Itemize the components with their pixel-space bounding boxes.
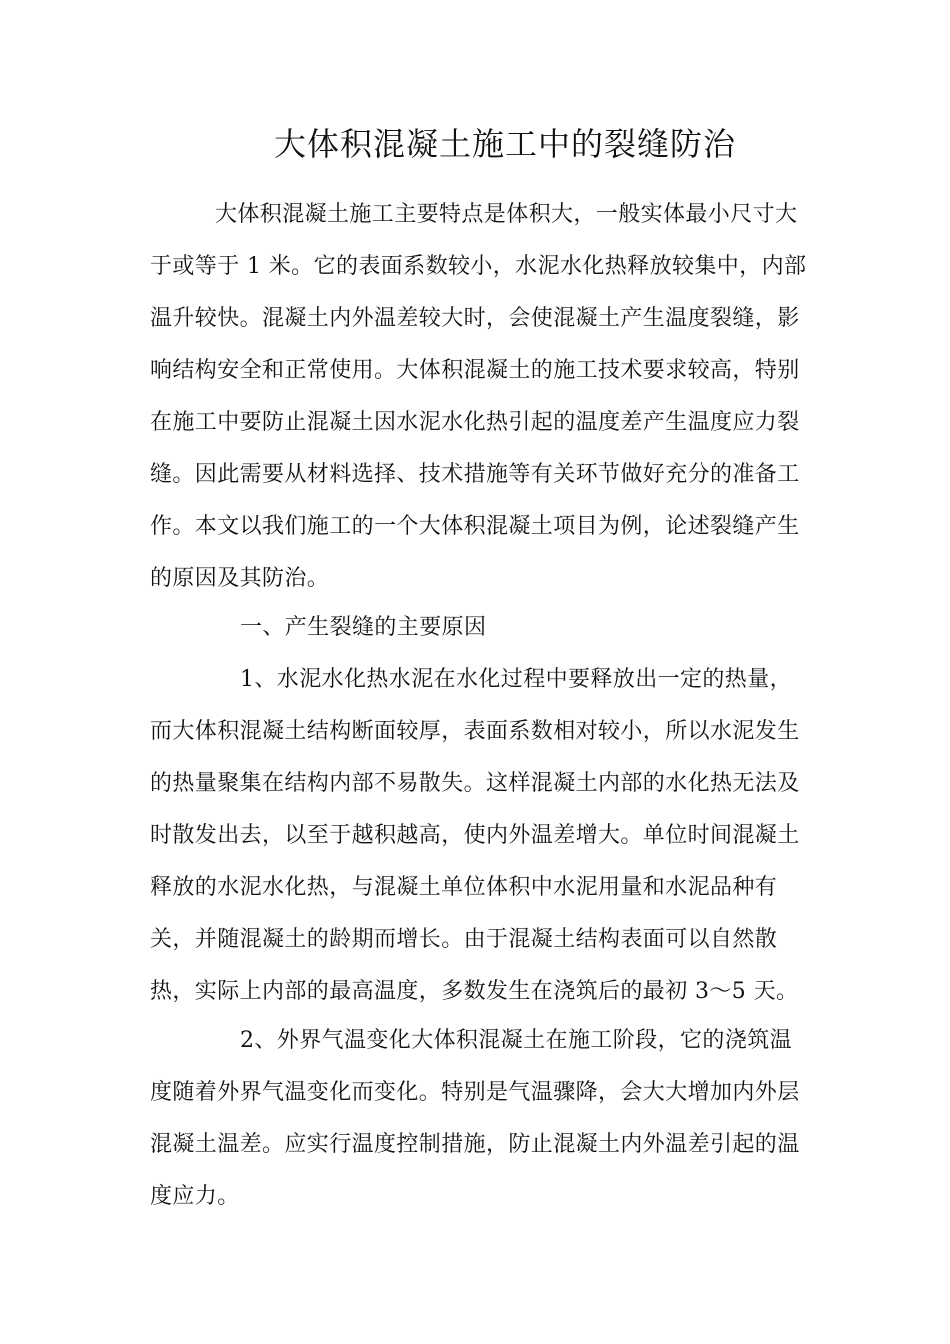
paragraph-line: 温升较快。混凝土内外温差较大时，会使混凝土产生温度裂缝，影 xyxy=(150,306,800,331)
paragraph-line: 时散发出去，以至于越积越高，使内外温差增大。单位时间混凝土 xyxy=(150,823,800,848)
paragraph-line: 的热量聚集在结构内部不易散失。这样混凝土内部的水化热无法及 xyxy=(150,771,800,796)
section-heading: 一、产生裂缝的主要原因 xyxy=(240,615,487,640)
paragraph-line: 的原因及其防治。 xyxy=(150,566,330,591)
paragraph-line: 热，实际上内部的最高温度，多数发生在浇筑后的最初 3～5 天。 xyxy=(150,979,799,1004)
paragraph-line: 2、外界气温变化大体积混凝土在施工阶段，它的浇筑温 xyxy=(240,1028,792,1053)
paragraph-line: 1、水泥水化热水泥在水化过程中要释放出一定的热量， xyxy=(240,667,792,692)
paragraph-line: 于或等于 1 米。它的表面系数较小，水泥水化热释放较集中，内部 xyxy=(150,254,807,279)
document-title: 大体积混凝土施工中的裂缝防治 xyxy=(273,125,736,163)
paragraph-line: 响结构安全和正常使用。大体积混凝土的施工技术要求较高，特别 xyxy=(150,358,800,383)
paragraph-line: 度随着外界气温变化而变化。特别是气温骤降，会大大增加内外层 xyxy=(150,1080,800,1105)
paragraph-line: 在施工中要防止混凝土因水泥水化热引起的温度差产生温度应力裂 xyxy=(150,410,800,435)
paragraph-line: 缝。因此需要从材料选择、技术措施等有关环节做好充分的准备工 xyxy=(150,462,800,487)
paragraph-line: 作。本文以我们施工的一个大体积混凝土项目为例，论述裂缝产生 xyxy=(150,514,800,539)
paragraph-line: 度应力。 xyxy=(150,1184,240,1209)
paragraph-line: 混凝土温差。应实行温度控制措施，防止混凝土内外温差引起的温 xyxy=(150,1132,800,1157)
paragraph-line: 大体积混凝土施工主要特点是体积大，一般实体最小尺寸大 xyxy=(215,202,798,227)
paragraph-line: 而大体积混凝土结构断面较厚，表面系数相对较小，所以水泥发生 xyxy=(150,719,800,744)
paragraph-line: 释放的水泥水化热，与混凝土单位体积中水泥用量和水泥品种有 xyxy=(150,875,778,900)
paragraph-line: 关，并随混凝土的龄期而增长。由于混凝土结构表面可以自然散 xyxy=(150,927,778,952)
